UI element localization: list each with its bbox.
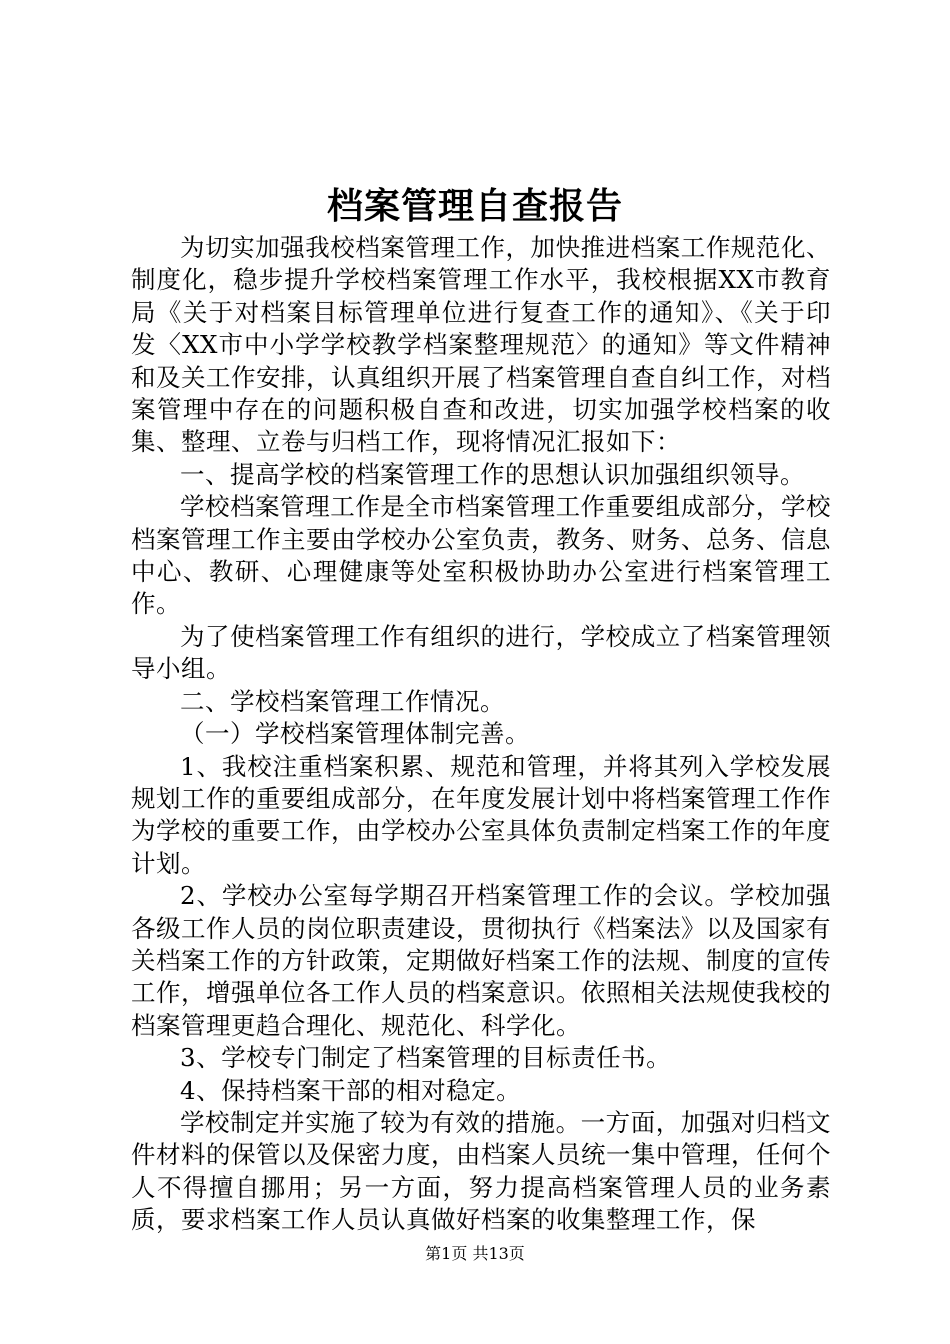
document-title: 档案管理自查报告 bbox=[326, 185, 623, 227]
list-item: 1、我校注重档案积累、规范和管理，并将其列入学校发展规划工作的重要组成部分，在年度发展计划中将档案管理工作作为学校的重要工作，由学校办公室具体负责制定档案工作的年度计划。 bbox=[131, 751, 831, 878]
section-heading-1: 一、提高学校的档案管理工作的思想认识加强组织领导。 bbox=[180, 459, 805, 489]
list-item: 2、学校办公室每学期召开档案管理工作的会议。学校加强各级工作人员的岗位职责建设，贯彻执行《档案法》以及国家有关档案工作的方针政策，定期做好档案工作的法规、制度的宣传工作，增强单位各工作人员的档案意识。依照相关法规使我校的档案管理更趋合理化、规范化、科学化。 bbox=[131, 881, 831, 1040]
body-paragraph: 学校档案管理工作是全市档案管理工作重要组成部分，学校档案管理工作主要由学校办公室负责，教务、财务、总务、信息中心、教研、心理健康等处室积极协助办公室进行档案管理工作。 bbox=[131, 492, 831, 619]
subsection-heading: （一）学校档案管理体制完善。 bbox=[180, 719, 530, 749]
document-body bbox=[131, 232, 831, 1237]
section-heading-2: 二、学校档案管理工作情况。 bbox=[180, 686, 505, 716]
list-item: 3、学校专门制定了档案管理的目标责任书。 bbox=[180, 1043, 672, 1073]
list-item: 4、保持档案干部的相对稳定。 bbox=[180, 1075, 522, 1105]
intro-paragraph: 为切实加强我校档案管理工作，加快推进档案工作规范化、制度化，稳步提升学校档案管理工作水平，我校根据XX市教育局《关于对档案目标管理单位进行复查工作的通知》、《关于印发〈XX市中小学学校教学档案整理规范〉的通知》等文件精神和及关工作安排，认真组织开展了档案管理自查自纠工作，对档案管理中存在的问题积极自查和改进，切实加强学校档案的收集、整理、立卷与归档工作，现将情况汇报如下： bbox=[131, 233, 831, 457]
body-paragraph: 为了使档案管理工作有组织的进行，学校成立了档案管理领导小组。 bbox=[131, 621, 831, 684]
body-paragraph: 学校制定并实施了较为有效的措施。一方面，加强对归档文件材料的保管以及保密力度，由档案人员统一集中管理，任何个人不得擅自挪用；另一方面，努力提高档案管理人员的业务素质，要求档案工作人员认真做好档案的收集整理工作，保 bbox=[131, 1107, 831, 1235]
page-number-footer: 第1页 共13页 bbox=[425, 1244, 525, 1263]
